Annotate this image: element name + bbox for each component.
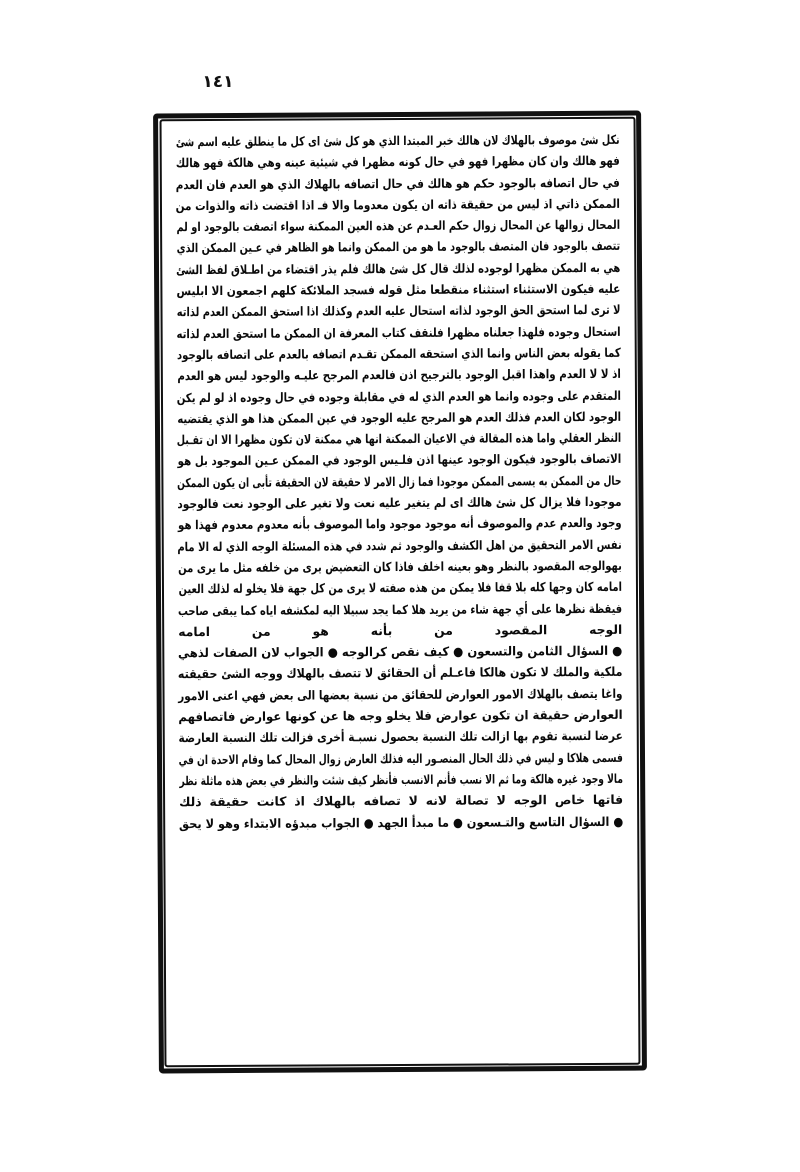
text-line: وجود والعدم عدم والموصوف أنه موجود موجود واما الموصوف بأنه معدوم معدوم فهذا هو <box>177 515 622 533</box>
text-line: المحال زوالها عن المحال زوال حكم العـدم عن هذه العين الممكنة سواء اتصفت بالوجود او لم <box>176 217 621 235</box>
text-line: فسمى هلاكا و ليس في ذلك الحال المنصـور اليه فذلك العارض زوال المحال كما وقام الاحدة ان في <box>178 749 623 767</box>
text-line: الممكن ذاتي اذ ليس من حقيقة ذاته ان يكون معدوما والا فـ اذا اقتضت ذاته والذوات من <box>175 195 621 214</box>
text-line: المتقدم على وجوده وانما هو العدم الذي له في مقابلة وجوده في حال وجوده اذ لو لم يكن <box>176 387 622 405</box>
text-line: الوجود لكان العدم فذلك العدم هو المرجح عليه الوجود في عين الممكن هذا هو الذي يقتضيه <box>177 408 622 427</box>
text-line: لا ترى لما استحق الحق الوجود لذاته استحال عليه العدم وكذلك اذا استحق الممكن العدم لذاته <box>176 302 621 320</box>
text-line: واغا يتصف بالهلاك الامور العوارض للحقائق من نسبة بعضها الى بعض فهي اعنى الامور <box>178 685 623 703</box>
text-line: هي به الممكن مظهرا لوجوده لذلك قال كل شئ هالك فلم يذر اقتضاء من اطـلاق لفظ الشئ <box>176 259 621 277</box>
text-line: فاتها خاص الوجه لا تصالة لانه لا تصافه بالهلاك اذ كانت حقيقة ذلك <box>179 792 624 810</box>
text-line: فيقظة نظرها على أي جهة شاء من يريد هلا كما يجد سبيلا اليه لمكشفه اياه كما يبقى صاحب <box>177 600 623 618</box>
text-line: في حال اتصافه بالوجود حكم هو هالك في حال اتصافه بالهلاك الذي هو العدم فان العدم <box>175 174 620 192</box>
body-text <box>168 123 633 1061</box>
text-line: مالا وجود غيره هالكة وما ثم الا نسب فأنم الانسب فأنظر كيف شئت والنظر في بعض هذه ماثلة نظر <box>179 770 624 789</box>
text-line: تتصف بالوجود فان المتصف بالوجود ما هو من الممكن وانما هو الظاهر في عـين الممكن الذي <box>176 238 621 256</box>
text-line: نفس الامر التحقيق من اهل الكشف والوجود ثم شدد في هذه المسئلة الوجه الذي له الا مام <box>177 536 622 554</box>
text-line: عرضا لنسبة تقوم بها ازالت تلك النسبة بحصول نسبـة أخرى فزالت تلك النسبة العارضة <box>178 728 623 746</box>
text-line: اذ لا لا العدم واهذا اقبل الوجود بالترجيح اذن فالعدم المرجح عليـه والوجود ليس هو العدم <box>177 366 621 384</box>
page-number: ١٤١ <box>202 72 234 92</box>
text-line: بهوالوجه المقصود بالنظر وهو بعينه اخلف فاذا كان التعضيض يرى من خلفه مثل ما يرى من <box>178 557 622 576</box>
text-line: امامه كان وجها كله بلا قفا فلا يمكن من هذه صفته لا يرى من كل جهة فلا يخلو له لذلك العين <box>178 579 623 597</box>
text-line: ● السؤال التاسع والتـسعون ● ما مبدأ الجهد ● الجواب مبدؤه الابتداء وهو لا يحق <box>178 813 624 831</box>
text-line: ● السؤال الثامن والتسعون ● كيف نقص كرالوجه ● الجواب لان الصفات لذهي <box>177 642 623 661</box>
text-line: الاتصاف بالوجود فيكون الوجود عينها اذن فلـيس الوجود في الممكن عـين الموجود بل هو <box>177 451 622 469</box>
text-line: الوجه المقصود من بأنه هو من امامه <box>178 621 623 639</box>
text-line: ملكية والملك لا تكون هالكا فاعـلم أن الحقائق لا تتصف بالهلاك ووجه الشئ حقيقته <box>177 664 623 682</box>
text-line: عليه فيكون الاستثناء استثناء منقطعا مثل قوله فسجد الملائكة كلهم اجمعون الا ابليس <box>176 280 621 299</box>
text-line: فهو هالك وان كان مظهرا فهو في حال كونه مظهرا في شيئية عينه وهي هالكة فهو هالك <box>175 153 620 171</box>
text-line: النظر العقلي واما هذه المقالة في الاعيان الممكنة انها هي ممكنة لان تكون مظهرا الا ان تقـبل <box>176 429 622 448</box>
text-line: استحال وجوده فلهذا جعلناه مظهرا فلنقف كتاب المعرفة ان الممكن ما استحق العدم لذاته <box>176 323 621 341</box>
text-line: موجودا فلا يزال كل شئ هالك اى لم يتغير عليه نعت ولا تغير على الوجود نعت فالوجود <box>177 493 622 512</box>
text-line: كما يقوله بعض الناس وانما الذي استحقه الممكن تقـدم اتصافه بالعدم على اتصافه بالوجود <box>176 344 621 363</box>
text-line: نكل شئ موصوف بالهلاك لان هالك خبر المبتدا الذي هو كل شئ اى كل ما ينطلق عليه اسم شئ <box>175 131 620 150</box>
text-line: حال من الممكن به يسمى الممكن موجودا فما زال الامر لا حقيقة لان الحقيقة تأبى ان يكون الممكن <box>177 472 622 490</box>
text-line: العوارض حقيقة ان تكون عوارض فلا يخلو وجه ها عن كونها عوارض فاتصافهم <box>178 706 623 725</box>
